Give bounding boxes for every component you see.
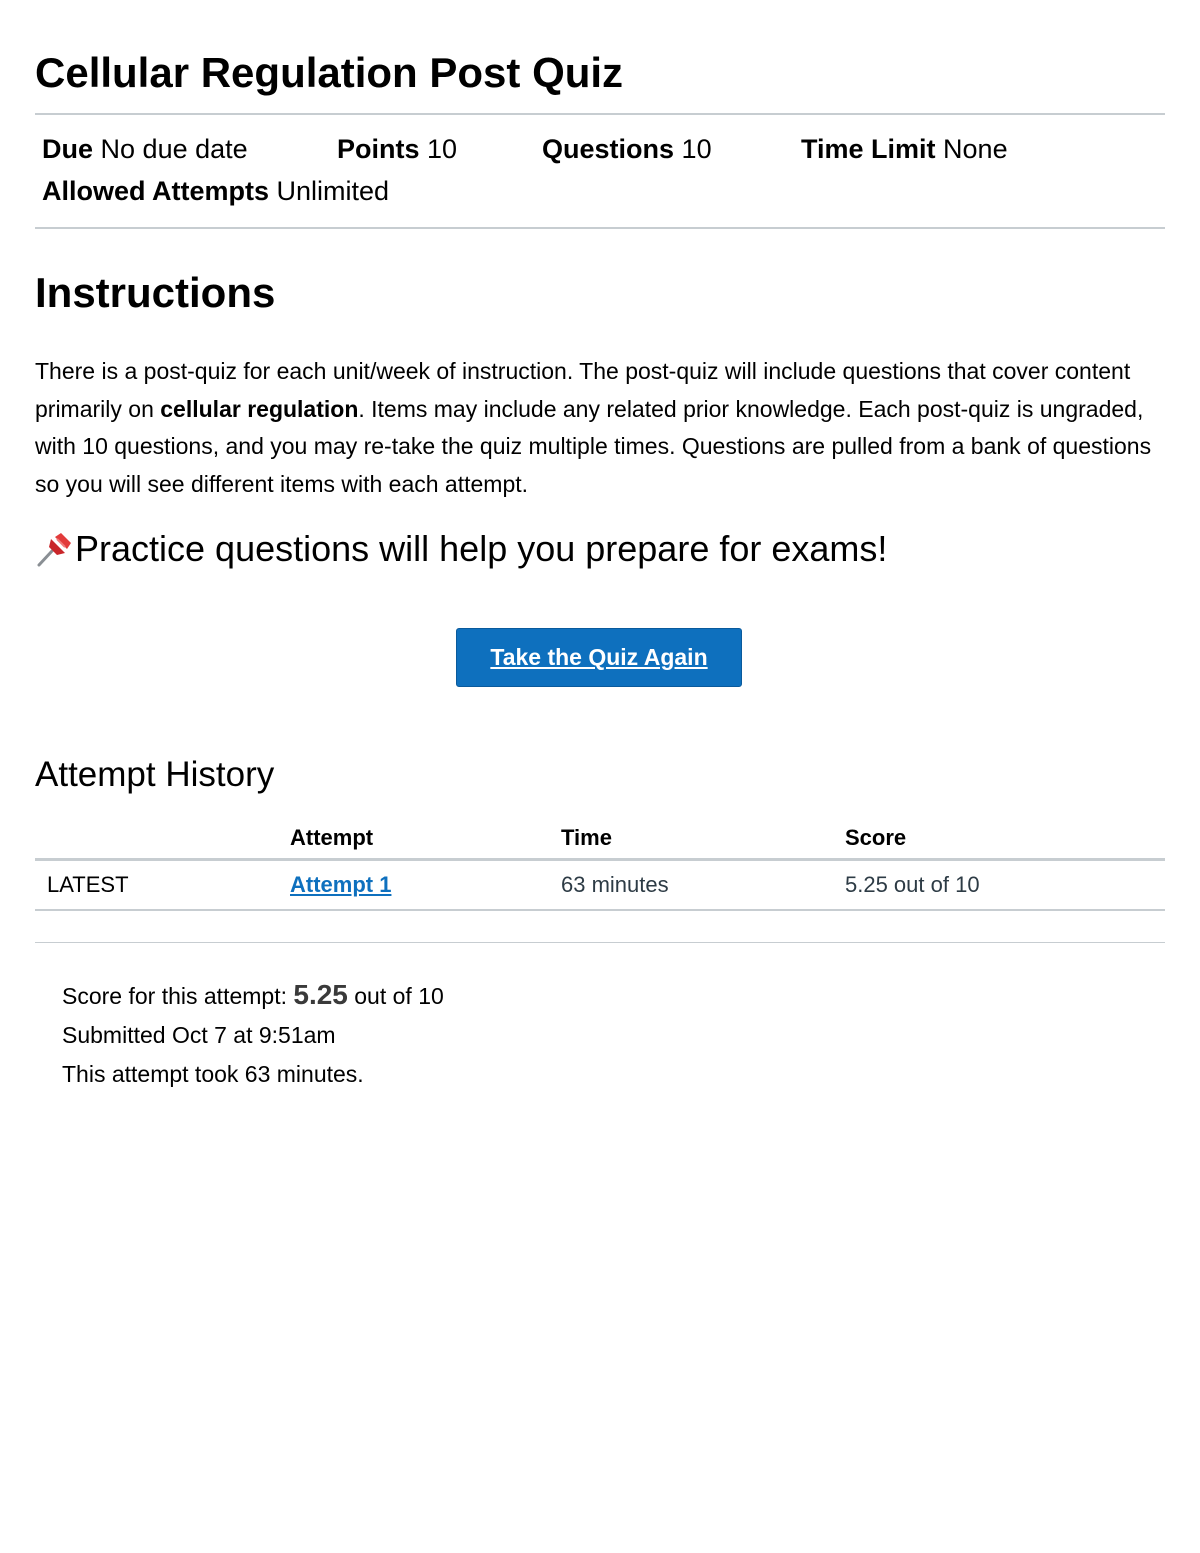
time-limit-label: Time Limit (801, 134, 936, 164)
table-row (35, 860, 1165, 911)
practice-callout (35, 527, 887, 571)
score-cell: 5.25 out of 10 (845, 860, 1165, 911)
duration-line: This attempt took 63 minutes. (62, 1061, 364, 1087)
table-header-row (35, 818, 1165, 860)
score-line (62, 975, 444, 1016)
pushpin-icon (35, 529, 75, 569)
divider (35, 113, 1165, 115)
instructions-text-bold: cellular regulation (160, 395, 359, 422)
column-header-score: Score (845, 818, 1165, 860)
divider (35, 942, 1165, 943)
practice-text: Practice questions will help you prepare for exams! (75, 528, 888, 569)
points-info (337, 133, 457, 165)
allowed-attempts-info (42, 175, 389, 207)
allowed-attempts-label: Allowed Attempts (42, 176, 270, 206)
time-limit-value: None (943, 134, 1008, 164)
attempt-history-table (35, 818, 1165, 911)
points-label: Points (337, 134, 420, 164)
due-value: No due date (100, 134, 248, 164)
points-value: 10 (427, 134, 458, 164)
attempt-cell (290, 860, 561, 911)
questions-label: Questions (542, 134, 675, 164)
score-prefix: Score for this attempt: (62, 983, 294, 1009)
page-title: Cellular Regulation Post Quiz (35, 49, 624, 96)
column-header (35, 818, 290, 860)
time-limit-info (801, 133, 1008, 165)
instructions-text (35, 353, 1160, 503)
instructions-text-part2: . Items may include any related prior knowledge. Each post-quiz is ungraded, with 10 questions, and you may re-take the quiz multiple times. Questions are pulled from a bank of questions so you will see different items with each attempt. (35, 395, 1152, 497)
questions-info (542, 133, 712, 165)
instructions-heading: Instructions (35, 269, 276, 316)
attempt-summary (62, 975, 444, 1094)
latest-tag: LATEST (35, 860, 290, 911)
instructions-text-part1: There is a post-quiz for each unit/week of instruction. The post-quiz will include questions that cover content primarily on (35, 358, 1131, 422)
attempt-history-heading: Attempt History (35, 755, 275, 794)
allowed-attempts-value: Unlimited (276, 176, 390, 206)
score-value: 5.25 (293, 979, 348, 1010)
time-cell: 63 minutes (561, 860, 845, 911)
take-quiz-again-button[interactable]: Take the Quiz Again (456, 628, 742, 687)
due-label: Due (42, 134, 94, 164)
submitted-line: Submitted Oct 7 at 9:51am (62, 1022, 336, 1048)
column-header-time: Time (561, 818, 845, 860)
questions-value: 10 (681, 134, 712, 164)
column-header-attempt: Attempt (290, 818, 561, 860)
attempt-1-link[interactable]: Attempt 1 (290, 872, 392, 897)
score-suffix: out of 10 (347, 983, 444, 1009)
divider (35, 227, 1165, 229)
due-info (42, 133, 248, 165)
